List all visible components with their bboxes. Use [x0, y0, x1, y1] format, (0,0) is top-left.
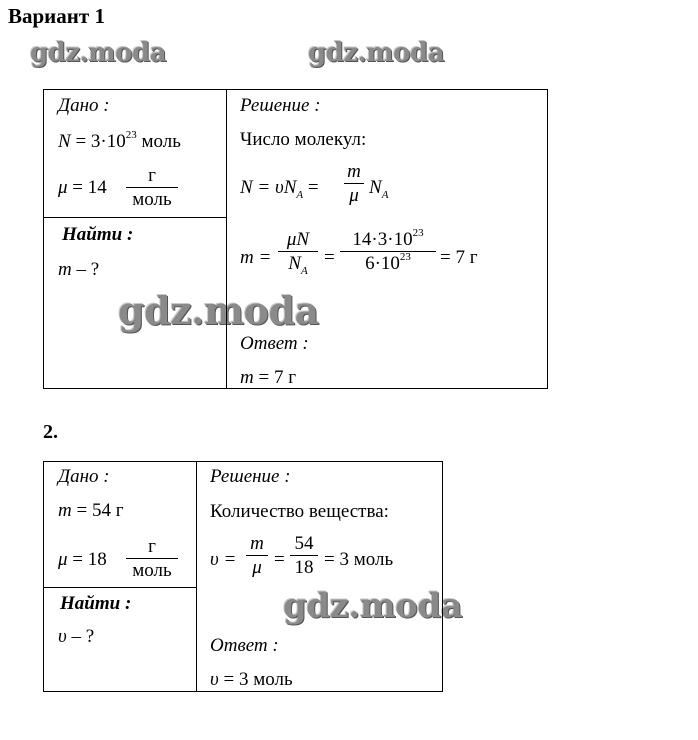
- equation-1-fraction: $\frac{m}{\mu}$: [344, 162, 364, 205]
- answer-value: m = 7 г: [240, 367, 296, 388]
- problem-1-table: [43, 89, 548, 389]
- given-label: Дано :: [58, 466, 110, 487]
- given-label: Дано :: [58, 95, 110, 116]
- equation-fraction-2: $\frac{54}{18}$: [290, 534, 318, 577]
- equation-1: $N = \upsilon N_A$ =: [240, 177, 319, 201]
- column-divider: [196, 462, 197, 691]
- equation-2-fraction-2: $\frac{14\cdot 3\cdot 10^{23}}{6\cdot 10^{23}}$: [340, 230, 436, 273]
- answer-label: Ответ :: [240, 333, 309, 354]
- given-mu: μ = 18: [58, 549, 107, 570]
- watermark: gdz.moda: [308, 38, 445, 68]
- given-n: $N = 3\cdot 10^{23}$ моль: [58, 129, 181, 152]
- problem-2-number: 2.: [43, 421, 58, 443]
- equation-result: = 3 моль: [324, 549, 394, 570]
- molecules-text: Число молекул:: [240, 129, 367, 150]
- column-divider: [226, 90, 227, 388]
- equation-lhs: υ =: [210, 549, 237, 570]
- equation-fraction-1: $\frac{m}{\mu}$: [246, 534, 268, 577]
- row-divider: [44, 217, 226, 218]
- equation-2-lhs: m =: [240, 247, 272, 268]
- amount-text: Количество вещества:: [210, 501, 389, 522]
- row-divider: [44, 587, 196, 588]
- equation-2-result: = 7 г: [440, 247, 478, 268]
- equation-2-fraction-1: $\frac{\mu N}{N_A}$: [278, 230, 318, 273]
- solution-label: Решение :: [210, 466, 291, 487]
- find-m: m – ?: [58, 259, 100, 280]
- given-mu-fraction: г моль: [126, 166, 178, 209]
- problem-2-table: [43, 461, 443, 692]
- page-title: Вариант 1: [8, 4, 105, 28]
- equation-1-tail: $N_A$: [369, 177, 389, 201]
- given-mu: μ = 14: [58, 177, 107, 198]
- watermark: gdz.moda: [118, 288, 319, 333]
- answer-label: Ответ :: [210, 635, 279, 656]
- watermark: gdz.moda: [30, 38, 167, 68]
- given-mu-fraction: г моль: [126, 537, 178, 580]
- solution-label: Решение :: [240, 95, 321, 116]
- find-label: Найти :: [60, 593, 132, 614]
- find-label: Найти :: [62, 224, 134, 245]
- given-m: m = 54 г: [58, 500, 124, 521]
- equation-equals: =: [274, 549, 285, 570]
- watermark: gdz.moda: [283, 586, 463, 626]
- find-upsilon: υ – ?: [58, 626, 95, 647]
- equation-2-equals: =: [324, 247, 335, 268]
- answer-value: υ = 3 моль: [210, 669, 293, 690]
